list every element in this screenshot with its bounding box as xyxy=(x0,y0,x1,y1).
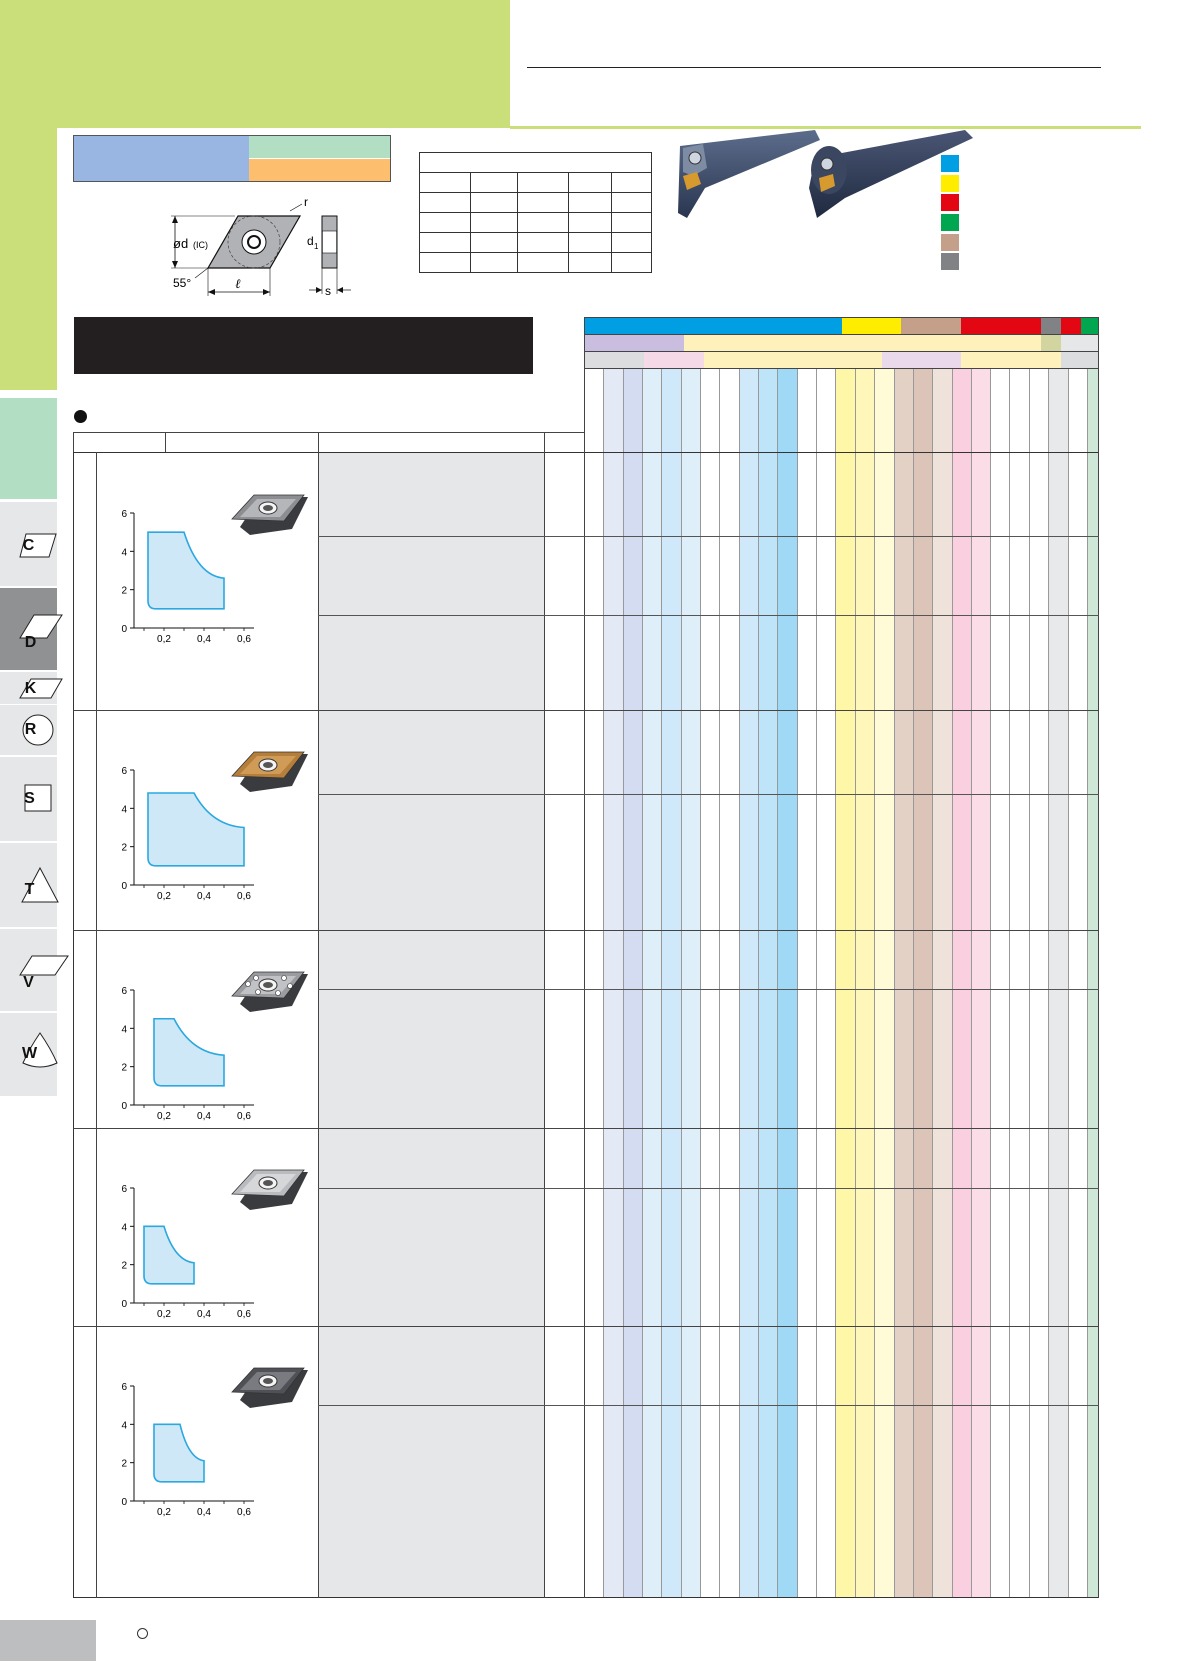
y-tick-label: 0 xyxy=(121,1299,127,1310)
grade-swatch-tan xyxy=(941,234,959,251)
band-tan xyxy=(901,317,961,334)
grade-top-rule xyxy=(584,317,1099,318)
dimension-table xyxy=(419,152,652,273)
cutting-range-chart xyxy=(114,766,264,910)
band-cream xyxy=(684,335,1041,351)
y-tick-label: 2 xyxy=(121,585,127,597)
label-radius: r xyxy=(304,196,308,209)
x-tick-label: 0,2 xyxy=(157,1309,171,1320)
y-tick-label: 4 xyxy=(121,1222,127,1234)
grade-swatch-blue xyxy=(941,155,959,172)
label-hole: d xyxy=(307,234,314,248)
x-tick-label: 0,2 xyxy=(157,1507,171,1518)
y-tick-label: 2 xyxy=(121,1260,127,1272)
dimension-table-header xyxy=(420,153,652,173)
y-tick-label: 2 xyxy=(121,1062,127,1074)
cutting-range-area xyxy=(148,793,244,866)
group-row-rule xyxy=(73,930,1099,931)
tab-shape-t[interactable] xyxy=(0,843,57,928)
y-tick-label: 6 xyxy=(121,509,127,520)
header-rule xyxy=(544,432,545,452)
y-tick-label: 6 xyxy=(121,986,127,997)
insert-dimension-drawing xyxy=(165,196,365,302)
grade-swatch-red xyxy=(941,194,959,211)
y-tick-label: 4 xyxy=(121,547,127,559)
y-tick-label: 6 xyxy=(121,766,127,777)
x-tick-label: 0,2 xyxy=(157,634,171,645)
tab-letter-t: T xyxy=(24,881,35,898)
label-angle: 55° xyxy=(173,276,192,290)
tab-letter-w: W xyxy=(21,1045,38,1062)
tab-shape-d[interactable] xyxy=(0,588,57,671)
grade-swatch-green xyxy=(941,214,959,231)
side-band xyxy=(0,128,57,390)
sub-row-rule xyxy=(318,1405,1099,1406)
tab-letter-v: V xyxy=(23,974,34,991)
tab-letter-k: K xyxy=(24,680,37,697)
footer-circle-icon xyxy=(137,1628,148,1639)
cutting-range-chart xyxy=(114,986,264,1130)
x-tick-label: 0,6 xyxy=(237,891,251,902)
x-tick-label: 0,4 xyxy=(197,1111,211,1122)
y-tick-label: 6 xyxy=(121,1184,127,1195)
header-rule xyxy=(165,432,166,452)
label-thickness: s xyxy=(325,284,331,298)
group-row-rule xyxy=(73,710,1099,711)
page-number-block xyxy=(0,1620,96,1661)
tab-letter-r: R xyxy=(24,721,37,738)
cutting-range-chart xyxy=(114,1184,264,1328)
header-top-rule xyxy=(73,432,584,433)
band3-gray-2 xyxy=(1061,352,1099,368)
band-green xyxy=(1081,317,1099,334)
y-tick-label: 6 xyxy=(121,1382,127,1393)
label-length: ℓ xyxy=(235,276,241,291)
y-tick-label: 4 xyxy=(121,1024,127,1036)
y-tick-label: 0 xyxy=(121,624,127,635)
tab-shape-k[interactable] xyxy=(0,672,57,705)
group-rule xyxy=(96,452,97,1598)
header-rule xyxy=(318,432,319,452)
y-tick-label: 0 xyxy=(121,881,127,892)
band-olive xyxy=(1041,335,1061,351)
band-rule xyxy=(584,334,1099,335)
grade-swatch-gray xyxy=(941,253,959,270)
x-tick-label: 0,4 xyxy=(197,634,211,645)
desc-right-rule xyxy=(544,452,545,1598)
band3-cream xyxy=(704,352,882,368)
cutting-range-chart xyxy=(114,1382,264,1526)
cutting-range-area xyxy=(154,1424,204,1482)
band3-lilac xyxy=(882,352,961,368)
y-tick-label: 0 xyxy=(121,1101,127,1112)
tab-shape-w[interactable] xyxy=(0,1013,57,1097)
band-rule xyxy=(584,351,1099,352)
chart-axis xyxy=(134,1386,254,1501)
band3-pink xyxy=(644,352,704,368)
sub-row-rule xyxy=(318,794,1099,795)
x-tick-label: 0,4 xyxy=(197,1507,211,1518)
boring-bar-photo-1 xyxy=(675,128,825,238)
tab-letter-d: D xyxy=(24,634,37,651)
x-tick-label: 0,6 xyxy=(237,1309,251,1320)
cutting-range-area xyxy=(144,1226,194,1284)
cutting-range-area xyxy=(154,1019,224,1086)
x-tick-label: 0,2 xyxy=(157,891,171,902)
x-tick-label: 0,4 xyxy=(197,1309,211,1320)
sub-row-rule xyxy=(318,989,1099,990)
cutting-range-chart xyxy=(114,509,264,653)
band-lilac xyxy=(584,335,684,351)
header-rule xyxy=(73,432,74,452)
x-tick-label: 0,4 xyxy=(197,891,211,902)
legend-orange-cell xyxy=(249,159,390,181)
desc-left-rule xyxy=(318,452,319,1598)
y-tick-label: 2 xyxy=(121,842,127,854)
section-banner xyxy=(74,317,533,374)
legend-blue-cell xyxy=(74,136,249,181)
y-tick-label: 2 xyxy=(121,1458,127,1470)
x-tick-label: 0,2 xyxy=(157,1111,171,1122)
sub-row-rule xyxy=(318,615,1099,616)
bullet-icon xyxy=(74,410,87,423)
y-tick-label: 4 xyxy=(121,804,127,816)
x-tick-label: 0,6 xyxy=(237,1507,251,1518)
title-underline xyxy=(527,67,1101,68)
sub-row-rule xyxy=(318,1188,1099,1189)
cutting-range-area xyxy=(148,532,224,609)
band3-cream-2 xyxy=(961,352,1061,368)
tab-section[interactable] xyxy=(0,398,57,500)
tab-shape-v[interactable] xyxy=(0,929,57,1012)
tab-letter-s: S xyxy=(24,790,35,807)
band3-gray xyxy=(584,352,644,368)
y-tick-label: 0 xyxy=(121,1497,127,1508)
header-band xyxy=(0,0,510,128)
sub-row-rule xyxy=(318,536,1099,537)
band-red-2 xyxy=(1061,317,1081,334)
label-hole-sub: 1 xyxy=(314,242,319,251)
band-m-yellow xyxy=(842,317,901,334)
y-tick-label: 4 xyxy=(121,1420,127,1432)
tab-shape-r[interactable] xyxy=(0,705,57,756)
band-red xyxy=(961,317,1041,334)
band-p-blue xyxy=(584,317,842,334)
band-lightgray xyxy=(1061,335,1099,351)
band-gray xyxy=(1041,317,1061,334)
x-tick-label: 0,6 xyxy=(237,634,251,645)
tab-shape-c[interactable] xyxy=(0,502,57,587)
legend-mint-cell xyxy=(249,136,390,158)
tab-shape-s[interactable] xyxy=(0,757,57,842)
label-diameter: ød xyxy=(173,236,189,251)
x-tick-label: 0,6 xyxy=(237,1111,251,1122)
label-ic: (IC) xyxy=(193,240,208,250)
grade-swatch-yellow xyxy=(941,175,959,192)
tab-letter-c: C xyxy=(22,537,35,554)
